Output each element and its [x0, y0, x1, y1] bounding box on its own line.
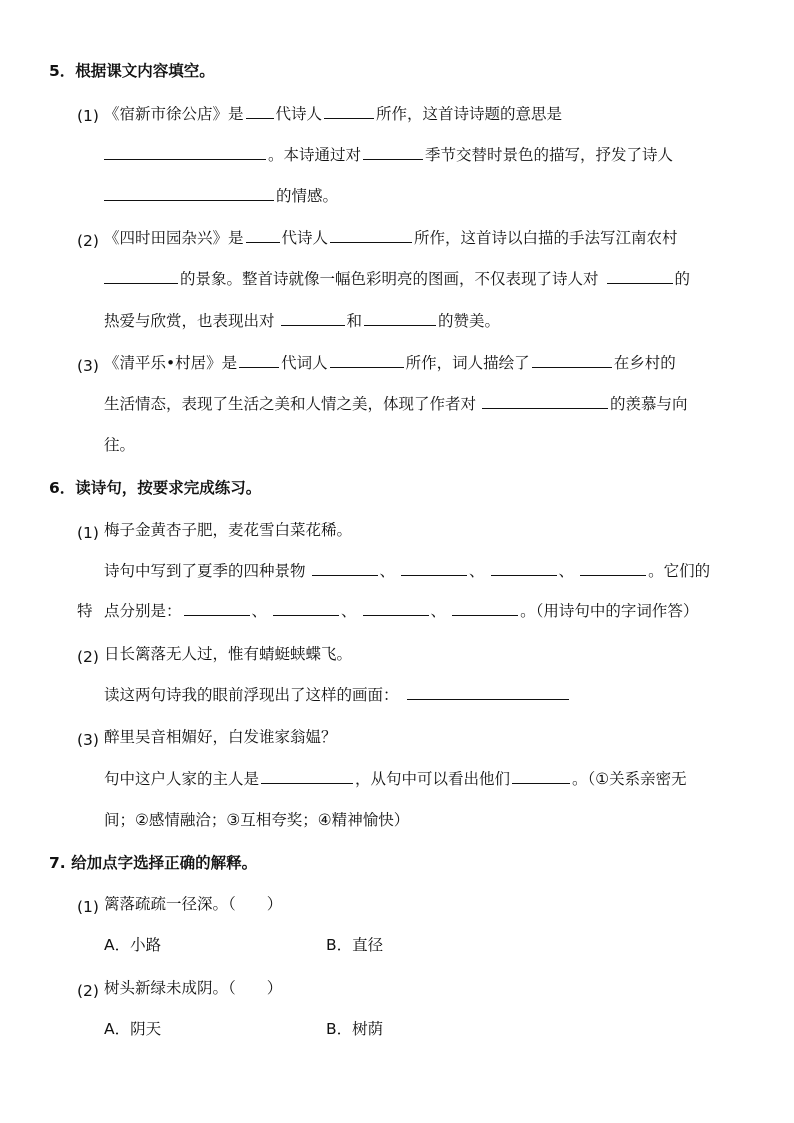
separator: 、 — [341, 602, 357, 620]
q6-3-poem: 醉里吴音相媚好，白发谁家翁媪？ — [104, 728, 337, 746]
text: 生活情态，表现了生活之美和人情之美，体现了作者对 — [104, 395, 477, 413]
q5-2-line1 — [104, 228, 678, 248]
separator: 、 — [558, 562, 575, 580]
text: 热爱与欣赏，也表现出对 — [104, 312, 275, 330]
text: 的羡慕与向 — [610, 395, 688, 413]
blank[interactable] — [324, 104, 374, 119]
blank[interactable] — [330, 228, 412, 243]
q7-1-option-b[interactable]: B．直径 — [326, 936, 384, 954]
blank[interactable] — [491, 561, 557, 576]
blank[interactable] — [482, 394, 608, 409]
text: 所作，词人描绘了 — [405, 354, 530, 372]
q5-1-line3 — [104, 186, 338, 206]
blank[interactable] — [184, 601, 250, 616]
q7-heading: 7. 给加点字选择正确的解释。 — [49, 854, 258, 872]
text: 。（①关系亲密无 — [572, 770, 687, 788]
text: 所作，这首诗以白描的手法写江南农村 — [414, 229, 678, 247]
q7-2-question: 树头新绿未成阴。（ ） — [104, 979, 283, 997]
blank[interactable] — [104, 269, 178, 284]
blank[interactable] — [401, 561, 467, 576]
blank[interactable] — [452, 601, 518, 616]
blank[interactable] — [104, 186, 274, 201]
text: 诗句中写到了夏季的四种景物 — [104, 562, 306, 580]
blank[interactable] — [607, 269, 673, 284]
text: 的赞美。 — [438, 312, 501, 330]
q7-1-question: 篱落疏疏一径深。（ ） — [104, 895, 283, 913]
text: 和 — [346, 312, 363, 330]
blank[interactable] — [246, 104, 274, 119]
q5-2-line2 — [104, 269, 690, 289]
q5-1-line2 — [104, 145, 673, 165]
q6-3-line2 — [104, 769, 687, 789]
q6-1-number: (1) — [77, 524, 99, 542]
text: 《四时田园杂兴》是 — [104, 229, 244, 247]
blank[interactable] — [364, 311, 436, 326]
text: 。本诗通过对 — [268, 146, 362, 164]
separator: 、 — [251, 602, 268, 620]
blank[interactable] — [363, 601, 429, 616]
text: 代词人 — [281, 354, 328, 372]
text: 季节交替时景色的描写，抒发了诗人 — [425, 146, 674, 164]
blank[interactable] — [104, 145, 266, 160]
q5-heading: 5．根据课文内容填空。 — [49, 62, 215, 80]
q5-1-line1 — [104, 104, 562, 124]
q5-2-number: (2) — [77, 232, 99, 250]
blank[interactable] — [273, 601, 339, 616]
text: 《清平乐•村居》是 — [104, 354, 238, 372]
text: 《宿新市徐公店》是 — [104, 105, 244, 123]
text: 代诗人 — [281, 229, 329, 247]
q5-3-line3: 往。 — [104, 436, 136, 454]
q6-1-line3 — [104, 601, 698, 621]
q5-3-line2 — [104, 394, 688, 414]
q6-2-line2 — [104, 685, 569, 705]
text: 的 — [674, 270, 691, 288]
q6-1-line3-prefix: 特 — [77, 602, 93, 620]
blank[interactable] — [407, 685, 569, 700]
separator: 、 — [469, 562, 485, 580]
text: 所作，这首诗诗题的意思是 — [376, 105, 563, 123]
text: 读这两句诗我的眼前浮现出了这样的画面： — [104, 686, 399, 704]
blank[interactable] — [312, 561, 378, 576]
blank[interactable] — [261, 769, 353, 784]
text: 。（用诗句中的字词作答） — [520, 602, 699, 620]
blank[interactable] — [281, 311, 345, 326]
blank[interactable] — [246, 228, 280, 243]
q6-2-poem: 日长篱落无人过，惟有蜻蜓蛱蝶飞。 — [104, 645, 353, 663]
text: 。它们的 — [648, 562, 711, 580]
text: 的情感。 — [276, 187, 339, 205]
text: 句中这户人家的主人是 — [104, 770, 260, 788]
q7-2-option-b[interactable]: B．树荫 — [326, 1020, 384, 1038]
blank[interactable] — [512, 769, 570, 784]
text: 代诗人 — [275, 105, 323, 123]
text: 的景象。整首诗就像一幅色彩明亮的图画，不仅表现了诗人对 — [180, 270, 599, 288]
text: 在乡村的 — [613, 354, 676, 372]
q7-1-option-a[interactable]: A．小路 — [104, 936, 162, 954]
q6-3-number: (3) — [77, 731, 99, 749]
q6-1-poem: 梅子金黄杏子肥，麦花雪白菜花稀。 — [104, 521, 353, 539]
blank[interactable] — [330, 353, 404, 368]
separator: 、 — [379, 562, 396, 580]
q6-1-line2 — [104, 561, 710, 581]
q7-2-option-a[interactable]: A．阴天 — [104, 1020, 162, 1038]
blank[interactable] — [363, 145, 423, 160]
separator: 、 — [430, 602, 447, 620]
blank[interactable] — [580, 561, 646, 576]
q6-3-line3: 间；②感情融洽；③互相夸奖；④精神愉快） — [104, 811, 410, 829]
q5-3-line1 — [104, 353, 676, 373]
q7-1-number: (1) — [77, 898, 99, 916]
q5-2-line3 — [104, 311, 500, 331]
q5-3-number: (3) — [77, 357, 99, 375]
blank[interactable] — [532, 353, 612, 368]
text: 点分别是： — [104, 602, 182, 620]
q6-heading: 6．读诗句，按要求完成练习。 — [49, 479, 262, 497]
q5-1-number: (1) — [77, 107, 99, 125]
q7-2-number: (2) — [77, 982, 99, 1000]
q6-2-number: (2) — [77, 648, 99, 666]
blank[interactable] — [239, 353, 279, 368]
text: ，从句中可以看出他们 — [355, 770, 511, 788]
